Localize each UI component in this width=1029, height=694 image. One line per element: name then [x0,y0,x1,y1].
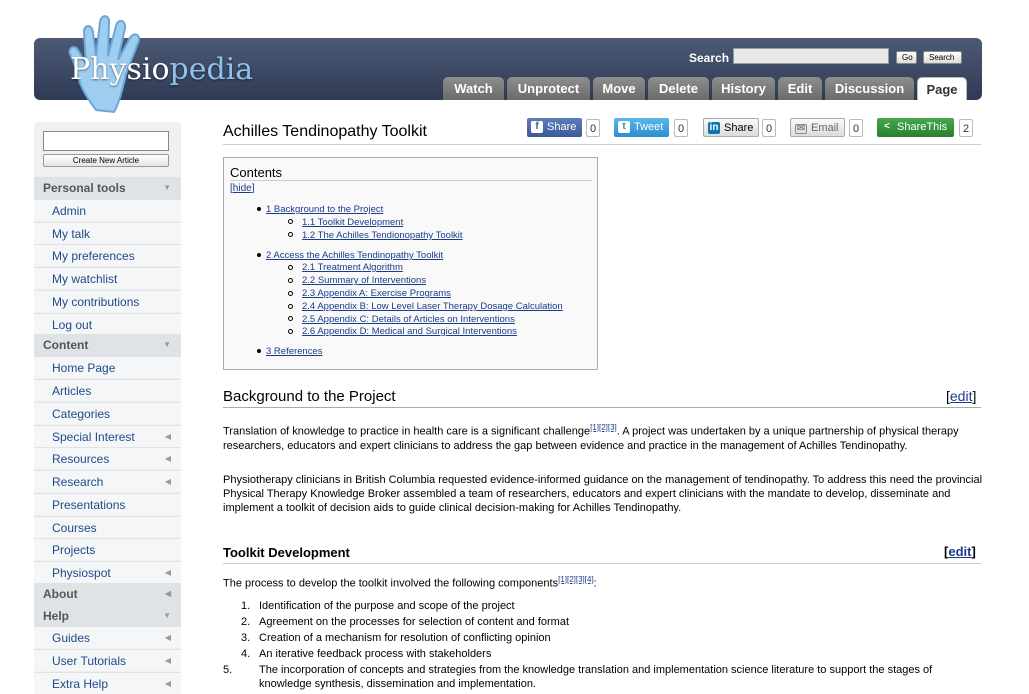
email-share-count: 0 [849,119,863,137]
sidebar-item-my-contributions[interactable]: My contributions [34,290,181,312]
triangle-left-icon: ◀ [164,656,171,665]
section-content[interactable]: Content ▼ [34,334,181,356]
triangle-left-icon: ◀ [164,432,171,441]
facebook-icon: f [531,121,543,133]
toc-link-1-2[interactable]: 1.2 The Achilles Tendionopathy Toolkit [302,230,463,241]
sidebar-item-articles[interactable]: Articles [34,379,181,401]
sidebar-item-extra-help[interactable]: Extra Help ◀ [34,672,181,694]
search-label: Search [689,51,730,65]
section-divider [223,563,981,564]
tab-history[interactable]: History [712,77,775,100]
tab-page[interactable]: Page [917,77,967,100]
search-input[interactable] [733,48,889,64]
logo-wordmark: Physiopedia [70,52,254,87]
triangle-left-icon: ◀ [164,679,171,688]
sidebar-item-resources[interactable]: Resources ◀ [34,447,181,469]
linkedin-share-count: 0 [762,119,776,137]
list-item: 4. An iterative feedback process with stakeholders [241,648,492,660]
toc-sub-bullet [288,329,293,334]
triangle-left-icon: ◀ [164,477,171,486]
triangle-left-icon: ◀ [164,633,171,642]
tab-watch[interactable]: Watch [443,77,504,100]
triangle-down-icon: ▼ [163,183,171,192]
facebook-share-button[interactable]: f Share [527,118,582,137]
tab-discussion[interactable]: Discussion [825,77,914,100]
list-item: 1. Identification of the purpose and scope of the project [241,600,515,612]
paragraph-3: The process to develop the toolkit involved the following components[1][2][3][4]: [223,575,597,590]
toc-sub-bullet [288,278,293,283]
section-help[interactable]: Help ▼ [34,605,181,627]
triangle-left-icon: ◀ [164,454,171,463]
share-icon: < [884,121,890,132]
section-about[interactable]: About ◀ [34,583,181,605]
sharethis-button[interactable]: < ShareThis [877,118,954,137]
section-heading-toolkit-development: Toolkit Development [223,545,350,560]
site-logo[interactable] [48,14,278,118]
toc-sub-bullet [288,232,293,237]
toc-bullet [257,253,261,257]
toc-sub-bullet [288,304,293,309]
sidebar-item-categories[interactable]: Categories [34,402,181,424]
edit-link-background[interactable]: [edit] [946,388,977,404]
toc-link-2-2[interactable]: 2.2 Summary of Interventions [302,275,427,286]
toc-sub-bullet [288,265,293,270]
citation-links[interactable]: [1][2][3][4] [558,575,594,584]
toc-bullet [257,349,261,353]
sidebar-item-physiospot[interactable]: Physiospot ◀ [34,561,181,583]
paragraph-2: Physiotherapy clinicians in British Columbia requested evidence-informed guidance on the management of tendinopathy. To address this need the provincial Physical Therapy Knowledge Broker assembled a team of researchers, educators and expert clinicians with the mandate to develop, disseminate and implement a toolkit of decision aids to guide clinical decision-making for Achilles Tendinopathy. [223,474,983,514]
toc-sub-bullet [288,219,293,224]
sidebar-item-my-preferences[interactable]: My preferences [34,244,181,266]
toc-sub-bullet [288,316,293,321]
paragraph-1: Translation of knowledge to practice in health care is a significant challenge[1][2][3]. A project was undertaken by a unique partnership of physical therapy researchers, educators and expert clinicians to address the gap between evidence and practice in the management of Achilles Tendinopathy. [223,423,959,452]
edit-link-toolkit[interactable]: [edit] [944,544,976,559]
sidebar-item-my-watchlist[interactable]: My watchlist [34,267,181,289]
twitter-tweet-button[interactable]: t Tweet [614,118,669,137]
triangle-down-icon: ▼ [163,611,171,620]
linkedin-icon: in [709,122,719,133]
sidebar-item-guides[interactable]: Guides ◀ [34,626,181,648]
table-of-contents [223,157,598,370]
sidebar-item-my-talk[interactable]: My talk [34,222,181,244]
toc-sub-bullet [288,291,293,296]
facebook-share-count: 0 [586,119,600,137]
toc-bullet [257,207,261,211]
toc-hide-toggle[interactable]: [hide] [230,183,255,194]
envelope-icon: ✉ [796,123,806,134]
sidebar-item-admin[interactable]: Admin [34,199,181,221]
section-divider [223,407,981,408]
twitter-bird-icon: t [618,121,630,133]
create-article-button[interactable]: Create New Article [43,154,169,167]
email-share-button[interactable]: ✉ Email [790,118,845,137]
triangle-left-icon: ◀ [164,568,171,577]
toc-divider [230,180,592,181]
go-button[interactable]: Go [896,51,917,64]
page-title: Achilles Tendinopathy Toolkit [223,123,427,140]
toc-link-3[interactable]: 3 References [266,346,323,357]
toc-link-1-1[interactable]: 1.1 Toolkit Development [302,217,404,228]
tab-delete[interactable]: Delete [648,77,709,100]
tab-unprotect[interactable]: Unprotect [507,77,590,100]
sidebar [34,122,181,694]
triangle-down-icon: ▼ [163,340,171,349]
toc-link-1[interactable]: 1 Background to the Project [266,204,384,215]
list-item: 3. Creation of a mechanism for resolution of conflicting opinion [241,632,551,644]
section-heading-background: Background to the Project [223,388,396,405]
sharethis-count: 2 [959,119,973,137]
toc-link-2[interactable]: 2 Access the Achilles Tendinopathy Toolkit [266,250,444,261]
sidebar-item-special-interest[interactable]: Special Interest ◀ [34,425,181,447]
sidebar-item-home-page[interactable]: Home Page [34,356,181,378]
twitter-tweet-count: 0 [674,119,688,137]
tab-move[interactable]: Move [593,77,645,100]
sidebar-item-presentations[interactable]: Presentations [34,493,181,515]
triangle-left-icon: ◀ [164,589,171,598]
search-button[interactable]: Search [923,51,962,64]
toc-link-2-4[interactable]: 2.4 Appendix B: Low Level Laser Therapy Dosage Calculation [302,301,563,312]
list-item: 5. The incorporation of concepts and strategies from the knowledge translation and implementation science literature to support the stages of knowledge synthesis, dissemination and implementation. [223,664,933,690]
linkedin-share-button[interactable]: in Share [703,118,759,137]
sidebar-item-courses[interactable]: Courses [34,516,181,538]
sidebar-item-projects[interactable]: Projects [34,538,181,560]
toc-link-2-6[interactable]: 2.6 Appendix D: Medical and Surgical Interventions [302,326,517,337]
sidebar-item-user-tutorials[interactable]: User Tutorials ◀ [34,649,181,671]
citation-links[interactable]: [1][2][3] [590,423,617,432]
toc-title: Contents [230,165,283,180]
toc-link-2-5[interactable]: 2.5 Appendix C: Details of Articles on Interventions [302,314,515,325]
title-divider [223,144,981,145]
list-item: 2. Agreement on the processes for selection of content and format [241,616,570,628]
toc-link-2-3[interactable]: 2.3 Appendix A: Exercise Programs [302,288,451,299]
article-name-input[interactable] [43,131,169,151]
section-personal-tools[interactable]: Personal tools ▼ [34,177,181,199]
sidebar-item-log-out[interactable]: Log out [34,313,181,335]
tab-edit[interactable]: Edit [778,77,822,100]
toc-link-2-1[interactable]: 2.1 Treatment Algorithm [302,262,403,273]
sidebar-item-research[interactable]: Research ◀ [34,470,181,492]
